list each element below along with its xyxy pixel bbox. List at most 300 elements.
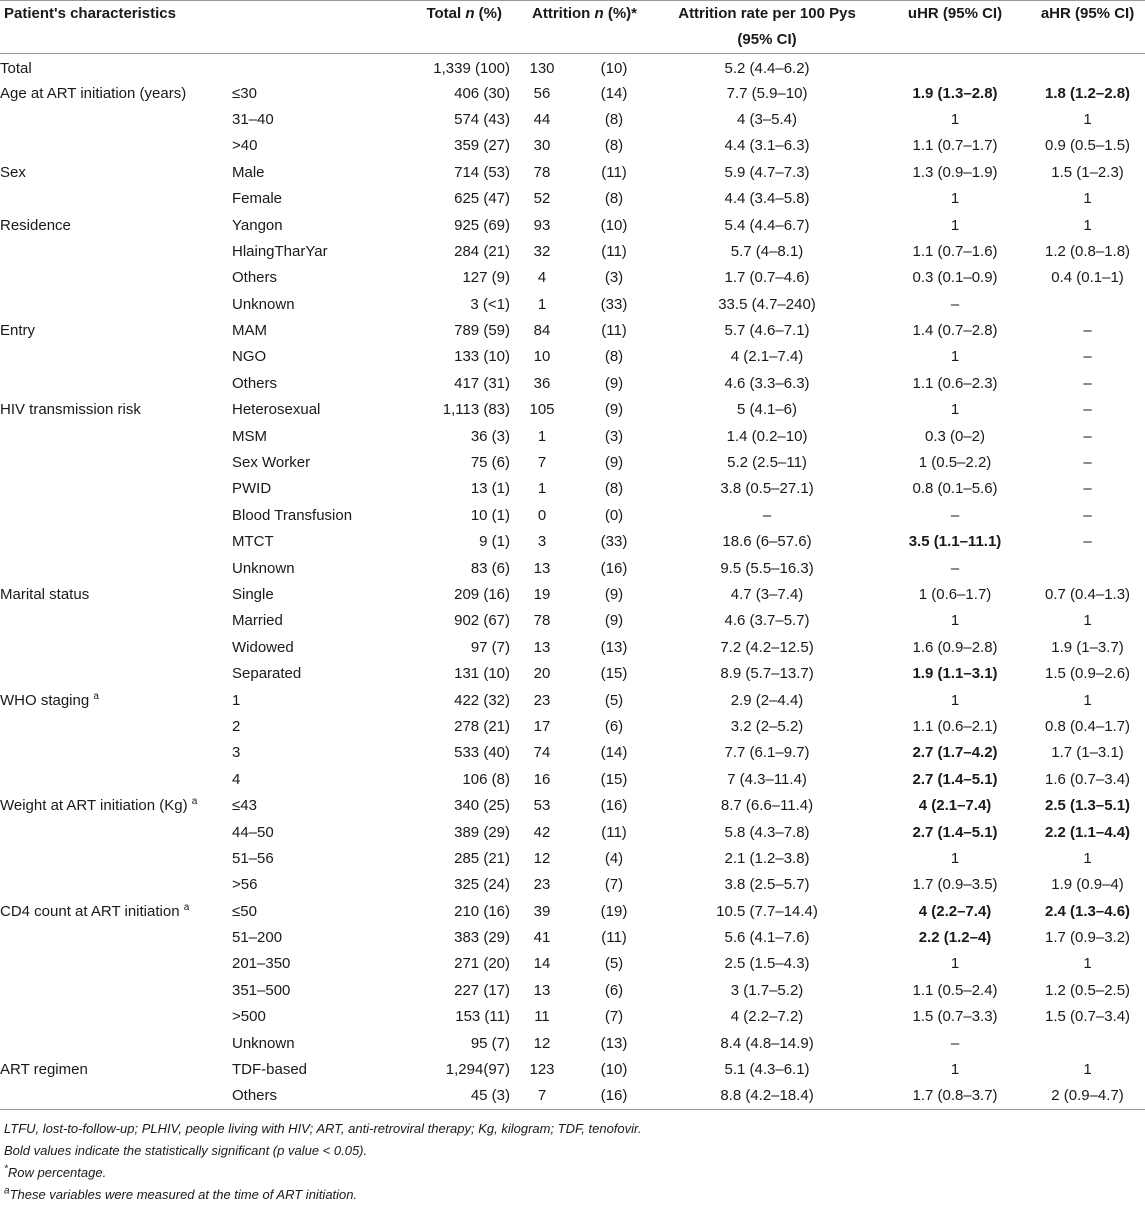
cell-category: 4: [232, 770, 241, 788]
cell-attrition-pct: (11): [601, 163, 627, 181]
table-row: [0, 80, 1145, 106]
cell-ahr: [1030, 291, 1145, 317]
table-row: [0, 608, 1145, 634]
cell-characteristic: [0, 502, 232, 528]
cell-uhr: 1: [950, 955, 960, 973]
cell-total: 285 (21): [454, 849, 510, 867]
cell-total: 36 (3): [470, 427, 510, 445]
cell-total: 1,294(97): [445, 1061, 510, 1079]
table-row: [0, 185, 1145, 211]
cell-attrition-n: 3: [537, 533, 547, 551]
cell-category: 44–50: [232, 823, 274, 841]
cell-attrition-n: 39: [533, 902, 551, 920]
cell-category: >40: [232, 137, 258, 155]
cell-attrition-n: 7: [537, 1087, 547, 1105]
cell-characteristic: HIV transmission risk: [0, 401, 141, 419]
cell-total: 714 (53): [454, 163, 510, 181]
cell-total: 227 (17): [454, 981, 510, 999]
cell-ahr: –: [1083, 348, 1092, 366]
cell-attrition-rate: 4 (2.1–7.4): [730, 348, 804, 366]
cell-attrition-rate: 4.7 (3–7.4): [730, 586, 804, 603]
cell-total: 106 (8): [462, 770, 510, 788]
cell-category: PWID: [232, 480, 272, 498]
table-row: [0, 951, 1145, 977]
table-row: [0, 529, 1145, 555]
cell-total: 902 (67): [454, 612, 510, 630]
cell-uhr: 1.9 (1.3–2.8): [912, 84, 998, 102]
cell-ahr: 1.9 (1–3.7): [1051, 638, 1124, 656]
cell-attrition-pct: (10): [600, 60, 628, 78]
cell-total: 131 (10): [454, 665, 510, 683]
cell-attrition-pct: (0): [604, 506, 624, 524]
table-row: [0, 660, 1145, 686]
cell-attrition-pct: (9): [604, 401, 624, 419]
cell-attrition-rate: 7.2 (4.2–12.5): [720, 638, 814, 656]
cell-characteristic: [0, 133, 232, 159]
cell-uhr: 0.8 (0.1–5.6): [912, 480, 998, 498]
cell-characteristic: ART regimen: [0, 1061, 88, 1079]
cell-attrition-rate: 3.8 (2.5–5.7): [724, 876, 810, 894]
cell-total: 95 (7): [470, 1034, 510, 1052]
header-ahr: aHR (95% CI): [1030, 1, 1145, 54]
cell-total: 3 (<1): [470, 295, 510, 313]
table-row: [0, 476, 1145, 502]
cell-category: ≤50: [232, 902, 257, 920]
cell-characteristic: [0, 106, 232, 132]
table-row: [0, 54, 1145, 80]
cell-attrition-rate: 10.5 (7.7–14.4): [716, 902, 818, 920]
cell-total: 75 (6): [470, 454, 510, 472]
footnote-marker: a: [183, 901, 190, 913]
cell-attrition-n: 12: [533, 1034, 551, 1052]
cell-attrition-pct: (3): [604, 269, 624, 287]
cell-total: 406 (30): [454, 84, 510, 102]
cell-characteristic: [0, 344, 232, 370]
cell-characteristic: [0, 529, 232, 555]
footnote-row-percentage: *Row percentage.: [4, 1163, 107, 1180]
cell-attrition-rate: 5.6 (4.1–7.6): [724, 929, 810, 947]
cell-category: Female: [232, 190, 283, 208]
cell-attrition-pct: (15): [600, 770, 628, 788]
header-attrition: Attrition n (%)*: [510, 1, 654, 54]
cell-uhr: 4 (2.2–7.4): [918, 902, 992, 920]
cell-attrition-n: 13: [533, 638, 551, 656]
table-row: [0, 819, 1145, 845]
cell-attrition-pct: (8): [604, 137, 624, 155]
cell-attrition-rate: 8.8 (4.2–18.4): [720, 1087, 814, 1105]
cell-attrition-n: 105: [529, 401, 555, 419]
cell-attrition-rate: 5.2 (4.4–6.2): [724, 60, 810, 78]
cell-uhr: –: [950, 506, 960, 524]
cell-attrition-pct: (11): [601, 322, 627, 340]
table-row: [0, 872, 1145, 898]
cell-total: 10 (1): [470, 506, 510, 524]
cell-attrition-n: 4: [537, 269, 547, 287]
cell-category: 51–200: [232, 929, 283, 947]
cell-category: >56: [232, 876, 258, 894]
cell-attrition-rate: 9.5 (5.5–16.3): [720, 559, 814, 577]
header-attrition-rate: Attrition rate per 100 Pys (95% CI): [654, 1, 880, 54]
cell-attrition-n: 42: [533, 823, 551, 841]
cell-uhr: 2.7 (1.4–5.1): [912, 770, 998, 788]
cell-total: 417 (31): [454, 374, 510, 392]
cell-attrition-pct: (16): [600, 797, 628, 815]
cell-uhr: 1.6 (0.9–2.8): [912, 638, 998, 656]
cell-category: Widowed: [232, 638, 294, 656]
cell-ahr: 1: [1083, 612, 1092, 630]
cell-attrition-rate: 3 (1.7–5.2): [730, 981, 804, 999]
table-row: [0, 687, 1145, 713]
table-row: [0, 397, 1145, 423]
table-row: [0, 344, 1145, 370]
cell-characteristic: [0, 872, 232, 898]
cell-attrition-pct: (3): [604, 427, 624, 445]
cell-characteristic: [0, 265, 232, 291]
table-row: [0, 924, 1145, 950]
table-body: [0, 54, 1145, 1110]
cell-total: 1,339 (100): [433, 60, 510, 78]
cell-characteristic: [0, 185, 232, 211]
cell-attrition-n: 1: [537, 427, 547, 445]
cell-category: Others: [232, 269, 278, 287]
cell-attrition-pct: (5): [604, 955, 624, 973]
cell-uhr: 1.1 (0.6–2.1): [912, 717, 998, 735]
cell-characteristic: [0, 951, 232, 977]
cell-attrition-n: 19: [533, 586, 551, 603]
cell-ahr: 1.5 (0.9–2.6): [1044, 665, 1131, 683]
cell-ahr: 1: [1083, 849, 1092, 867]
table-row: [0, 291, 1145, 317]
cell-attrition-rate: 5.9 (4.7–7.3): [724, 163, 810, 181]
cell-attrition-n: 10: [533, 348, 551, 366]
cell-characteristic: Total: [0, 60, 32, 78]
table-row: [0, 212, 1145, 238]
footnote-bold: Bold values indicate the statistically significant (p value < 0.05).: [4, 1142, 368, 1158]
cell-ahr: 2 (0.9–4.7): [1051, 1087, 1124, 1105]
cell-attrition-rate: 4.6 (3.3–6.3): [724, 374, 810, 392]
cell-characteristic: [0, 238, 232, 264]
cell-uhr: 1.7 (0.9–3.5): [912, 876, 998, 894]
table-row: [0, 581, 1145, 607]
cell-total: 153 (11): [455, 1008, 510, 1026]
cell-attrition-n: 16: [533, 770, 551, 788]
cell-attrition-rate: 7.7 (5.9–10): [726, 84, 808, 102]
cell-ahr: 1.8 (1.2–2.8): [1044, 84, 1131, 102]
cell-characteristic: [0, 476, 232, 502]
table-row: [0, 1004, 1145, 1030]
cell-attrition-rate: 5.2 (2.5–11): [727, 454, 807, 472]
cell-ahr: –: [1083, 533, 1092, 551]
cell-total: 13 (1): [470, 480, 510, 498]
cell-total: 574 (43): [454, 110, 510, 128]
cell-characteristic: [0, 555, 232, 581]
cell-total: 133 (10): [454, 348, 510, 366]
cell-characteristic: [0, 845, 232, 871]
cell-ahr: –: [1083, 480, 1092, 498]
cell-characteristic: [0, 370, 232, 396]
cell-attrition-n: 41: [533, 929, 551, 947]
cell-attrition-n: 0: [537, 506, 547, 524]
cell-ahr: 1.5 (1–2.3): [1051, 163, 1124, 181]
cell-attrition-pct: (8): [604, 348, 624, 366]
cell-category: 1: [232, 691, 241, 709]
cell-attrition-rate: 3.8 (0.5–27.1): [720, 480, 814, 498]
cell-attrition-rate: –: [762, 506, 772, 524]
cell-uhr: 0.3 (0–2): [924, 427, 986, 445]
cell-characteristic: [0, 1083, 232, 1109]
cell-category: Unknown: [232, 559, 295, 577]
cell-total: 340 (25): [454, 797, 510, 815]
cell-uhr: 2.7 (1.7–4.2): [912, 744, 998, 762]
cell-characteristic: [0, 1030, 232, 1056]
cell-attrition-n: 11: [534, 1008, 550, 1026]
cell-ahr: 1: [1083, 691, 1092, 709]
cell-attrition-n: 78: [533, 163, 551, 181]
cell-total: 209 (16): [454, 586, 510, 603]
table-row: [0, 766, 1145, 792]
cell-attrition-n: 78: [533, 612, 551, 630]
cell-ahr: 1.5 (0.7–3.4): [1044, 1008, 1131, 1026]
cell-total: 422 (32): [454, 691, 510, 709]
cell-ahr: 1.2 (0.5–2.5): [1044, 981, 1131, 999]
cell-ahr: 1.6 (0.7–3.4): [1044, 770, 1131, 788]
cell-attrition-pct: (5): [604, 691, 624, 709]
cell-attrition-n: 130: [529, 60, 555, 78]
footnote-measured-at-initiation: $^a$These variables were measured at the time of ART initiation.: [4, 1185, 358, 1202]
cell-category: 51–56: [232, 849, 274, 867]
cell-category: Separated: [232, 665, 302, 683]
cell-characteristic: [0, 1004, 232, 1030]
cell-category: Unknown: [232, 1034, 295, 1052]
cell-uhr: [880, 54, 1030, 80]
table-footnotes: [0, 1118, 1145, 1206]
table-row: [0, 898, 1145, 924]
cell-category: ≤43: [232, 797, 257, 815]
table-row: [0, 159, 1145, 185]
cell-total: 789 (59): [454, 322, 510, 340]
cell-uhr: 1.1 (0.6–2.3): [912, 374, 998, 392]
cell-category: >500: [232, 1008, 266, 1026]
cell-characteristic: [0, 740, 232, 766]
cell-total: 278 (21): [454, 717, 510, 735]
cell-characteristic: [0, 660, 232, 686]
cell-attrition-pct: (8): [604, 190, 624, 208]
cell-ahr: 1.7 (0.9–3.2): [1044, 929, 1131, 947]
cell-ahr: [1030, 1030, 1145, 1056]
cell-ahr: –: [1083, 427, 1092, 445]
cell-uhr: 0.3 (0.1–0.9): [912, 269, 998, 287]
cell-attrition-pct: (7): [604, 1008, 624, 1026]
cell-ahr: 1: [1083, 190, 1092, 208]
cell-ahr: 1.2 (0.8–1.8): [1044, 242, 1131, 260]
table-row: [0, 740, 1145, 766]
table-row: [0, 370, 1145, 396]
cell-attrition-pct: (15): [600, 665, 628, 683]
cell-category: MTCT: [232, 533, 274, 551]
cell-uhr: 1.1 (0.7–1.7): [912, 137, 998, 155]
cell-category: Sex Worker: [232, 454, 311, 472]
cell-attrition-pct: (4): [604, 849, 624, 867]
cell-ahr: [1030, 555, 1145, 581]
cell-characteristic: [0, 766, 232, 792]
cell-category: ≤30: [232, 84, 257, 102]
cell-attrition-n: 53: [533, 797, 551, 815]
cell-uhr: 1: [950, 612, 960, 630]
cell-characteristic: [0, 449, 232, 475]
cell-total: 359 (27): [454, 137, 510, 155]
cell-total: 284 (21): [454, 242, 510, 260]
cell-uhr: 1: [950, 190, 960, 208]
cell-attrition-rate: 1.4 (0.2–10): [726, 427, 808, 445]
cell-ahr: –: [1083, 401, 1092, 419]
cell-uhr: 1 (0.5–2.2): [918, 454, 992, 472]
cell-uhr: 1: [950, 1061, 960, 1079]
cell-attrition-pct: (10): [600, 216, 628, 234]
cell-attrition-rate: 5.1 (4.3–6.1): [724, 1061, 810, 1079]
cell-category: Blood Transfusion: [232, 506, 353, 524]
cell-ahr: –: [1083, 374, 1092, 392]
cell-attrition-rate: 4.4 (3.4–5.8): [724, 190, 810, 208]
cell-attrition-rate: 5.8 (4.3–7.8): [724, 823, 810, 841]
cell-category: MSM: [232, 427, 267, 445]
cell-ahr: 0.4 (0.1–1): [1051, 269, 1124, 287]
cell-category: Yangon: [232, 216, 283, 234]
table-row: [0, 317, 1145, 343]
cell-attrition-n: 84: [533, 322, 551, 340]
cell-attrition-pct: (16): [600, 559, 628, 577]
table-row: [0, 555, 1145, 581]
header-category: [232, 1, 382, 54]
cell-ahr: 1.9 (0.9–4): [1051, 876, 1124, 894]
cell-attrition-rate: 5.7 (4.6–7.1): [724, 322, 810, 340]
cell-attrition-n: 56: [533, 84, 551, 102]
cell-attrition-pct: (13): [600, 1034, 628, 1052]
cell-attrition-n: 74: [533, 744, 551, 762]
cell-category: Heterosexual: [232, 401, 321, 419]
cell-ahr: –: [1083, 454, 1092, 472]
cell-attrition-n: 23: [533, 876, 551, 894]
cell-attrition-rate: 18.6 (6–57.6): [722, 533, 812, 551]
cell-category: [232, 54, 382, 80]
cell-total: 127 (9): [462, 269, 510, 287]
cell-attrition-pct: (8): [604, 480, 624, 498]
table-row: [0, 977, 1145, 1003]
cell-attrition-rate: 8.9 (5.7–13.7): [720, 665, 814, 683]
cell-total: 83 (6): [470, 559, 510, 577]
cell-category: 351–500: [232, 981, 291, 999]
cell-uhr: 3.5 (1.1–11.1): [908, 533, 1002, 551]
cell-category: Male: [232, 163, 265, 181]
table-row: [0, 845, 1145, 871]
cell-category: 31–40: [232, 110, 274, 128]
cell-ahr: 0.8 (0.4–1.7): [1044, 717, 1131, 735]
cell-attrition-rate: 4.6 (3.7–5.7): [724, 612, 810, 630]
cell-uhr: 1.3 (0.9–1.9): [912, 163, 998, 181]
cell-category: TDF-based: [232, 1061, 308, 1079]
table-row: [0, 449, 1145, 475]
cell-ahr: 1: [1083, 110, 1092, 128]
cell-attrition-pct: (9): [604, 612, 624, 630]
cell-attrition-pct: (11): [601, 242, 627, 260]
table-row: [0, 502, 1145, 528]
cell-ahr: 1: [1083, 955, 1092, 973]
cell-characteristic: [0, 634, 232, 660]
cell-attrition-pct: (6): [604, 717, 624, 735]
cell-uhr: 1 (0.6–1.7): [918, 586, 992, 603]
cell-ahr: –: [1083, 506, 1092, 524]
cell-attrition-pct: (14): [600, 744, 628, 762]
cell-attrition-n: 32: [533, 242, 551, 260]
cell-ahr: 2.5 (1.3–5.1): [1044, 797, 1131, 815]
cell-uhr: 1: [950, 849, 960, 867]
cell-category: Married: [232, 612, 283, 630]
cell-total: 45 (3): [470, 1087, 510, 1105]
cell-category: NGO: [232, 348, 267, 366]
table-row: [0, 792, 1145, 818]
cell-attrition-n: 14: [533, 955, 551, 973]
cell-attrition-pct: (9): [604, 454, 624, 472]
cell-attrition-rate: 33.5 (4.7–240): [718, 295, 816, 313]
cell-total: 925 (69): [454, 216, 510, 234]
cell-uhr: 1.7 (0.8–3.7): [912, 1087, 998, 1105]
cell-category: 2: [232, 717, 241, 735]
cell-attrition-n: 1: [537, 480, 547, 498]
cell-uhr: 1.5 (0.7–3.3): [912, 1008, 998, 1026]
cell-uhr: 2.2 (1.2–4): [918, 929, 992, 947]
cell-attrition-pct: (11): [601, 929, 627, 947]
cell-ahr: 2.4 (1.3–4.6): [1044, 902, 1131, 920]
cell-uhr: 1: [950, 110, 960, 128]
cell-attrition-rate: 3.2 (2–5.2): [730, 717, 804, 735]
table-row: [0, 238, 1145, 264]
cell-attrition-pct: (9): [604, 374, 624, 392]
cell-attrition-rate: 1.7 (0.7–4.6): [724, 269, 810, 287]
cell-uhr: 1: [950, 401, 960, 419]
cell-attrition-n: 123: [529, 1061, 555, 1079]
cell-attrition-pct: (33): [600, 533, 628, 551]
cell-characteristic: [0, 423, 232, 449]
cell-uhr: 4 (2.1–7.4): [918, 797, 992, 815]
table-row: [0, 106, 1145, 132]
cell-attrition-pct: (19): [600, 902, 628, 920]
cell-attrition-rate: 7 (4.3–11.4): [727, 770, 807, 788]
cell-attrition-pct: (7): [604, 876, 624, 894]
cell-ahr: 0.7 (0.4–1.3): [1044, 586, 1131, 603]
cell-category: HlaingTharYar: [232, 242, 328, 260]
cell-characteristic: Entry: [0, 322, 36, 340]
cell-attrition-n: 52: [533, 190, 551, 208]
cell-characteristic: [0, 977, 232, 1003]
cell-attrition-n: 17: [533, 717, 551, 735]
cell-uhr: 1.1 (0.5–2.4): [912, 981, 998, 999]
cell-characteristic: Weight at ART initiation (Kg) $^a$: [0, 796, 198, 815]
cell-attrition-n: 23: [533, 691, 551, 709]
cell-total: 389 (29): [454, 823, 510, 841]
cell-attrition-rate: 5 (4.1–6): [736, 401, 798, 419]
cell-characteristic: [0, 608, 232, 634]
cell-attrition-n: 13: [533, 981, 551, 999]
cell-attrition-n: 1: [537, 295, 547, 313]
cell-attrition-pct: (10): [600, 1061, 628, 1079]
cell-attrition-pct: (6): [604, 981, 624, 999]
cell-attrition-rate: 5.4 (4.4–6.7): [724, 216, 810, 234]
footnote-marker: a: [191, 796, 198, 808]
cell-total: 210 (16): [454, 902, 510, 920]
cell-attrition-n: 30: [533, 137, 551, 155]
cell-category: Others: [232, 1087, 278, 1105]
cell-ahr: –: [1083, 322, 1092, 340]
cell-attrition-rate: 7.7 (6.1–9.7): [724, 744, 810, 762]
